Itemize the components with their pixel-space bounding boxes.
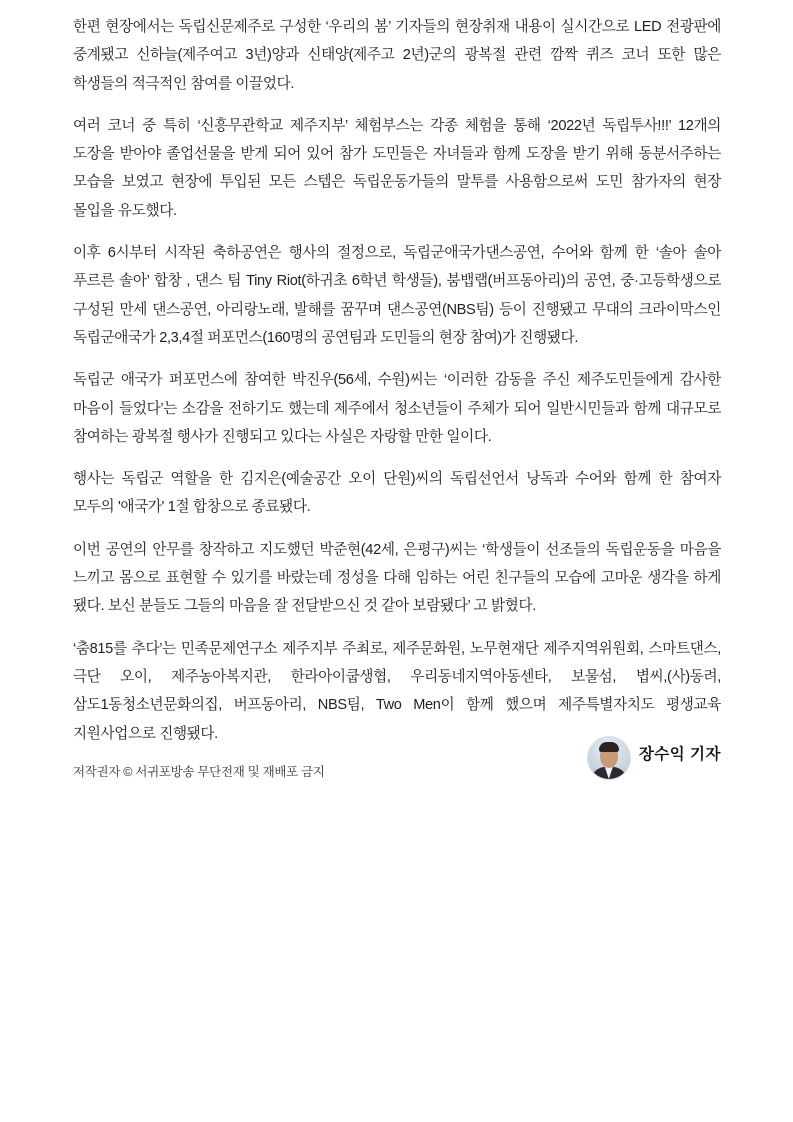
paragraph-participant-quote: 독립군 애국가 퍼포먼스에 참여한 박진우(56세, 수원)씨는 ‘이러한 감동을 주신 제주도민들에게 감사한 마음이 들었다’는 소감을 전하기도 했는데 제주에서 청소년들이 주체가 되어 일반시민들과 함께 대규모로 참여하는 광복절 행사가 진행되고 있다는 사실은 자랑할 만한 일이다. (73, 372, 721, 445)
reporter-name[interactable]: 장수익 기자 (638, 746, 721, 763)
avatar-hair (599, 742, 619, 752)
paragraph-choreographer-quote: 이번 공연의 안무를 창작하고 지도했던 박준현(42세, 은평구)씨는 ‘학생들이 선조들의 독립운동을 마음을 느끼고 몸으로 표현할 수 있기를 바랐는데 정성을 다해 임하는 어린 친구들의 모습에 고마운 생각을 하게 됐다. 보신 분들도 그들의 마음을 잘 전달받으신 것 같아 보람됐다’ 고 밝혔다. (73, 541, 721, 615)
paragraph-organizers: ‘춤815를 추다’는 민족문제연구소 제주지부 주최로, 제주문화원, 노무현재단 제주지역위원회, 스마트댄스, 극단 오이, 제주농아복지관, 한라아이쿱생협, 우리동네지역아동센타, 보물섬, 볍씨,(사)동려, 삼도1동청소년문화의집, 버프동아리, NBS팀, Two Men이 함께 했으며 제주특별자치도 평생교육 지원사업으로 진행됐다. (73, 640, 721, 742)
paragraph-celebration-performance: 이후 6시부터 시작된 축하공연은 행사의 절정으로, 독립군애국가댄스공연, 수어와 함께 한 ‘솔아 솔아 푸르른 솔아’ 합창 , 댄스 팀 Tiny Riot(하귀초 6학년 학생들), 붐뱁랩(버프동아리)의 공연, 중·고등학생으로 구성된 만세 댄스공연, 아리랑노래, 발해를 꿈꾸며 댄스공연(NBS팀) 등이 진행됐고 무대의 크라이막스인 독립군애국가 2,3,4절 퍼포먼스(160명의 공연팀과 도민들의 현장 참여)가 진행됐다. (73, 245, 721, 346)
paragraph-event-closing: 행사는 독립군 역할을 한 김지은(예술공간 오이 단원)씨의 독립선언서 낭독과 수어와 함께 한 참여자 모두의 '애국가' 1절 합창으로 종료됐다. (73, 471, 721, 516)
reporter-avatar-icon[interactable] (588, 737, 630, 779)
copyright-notice: 저작권자 © 서귀포방송 무단전재 및 재배포 금지 (73, 764, 325, 779)
paragraph-live-broadcast: 한편 현장에서는 독립신문제주로 구성한 ‘우리의 봄’ 기자들의 현장취재 내용이 실시간으로 LED 전광판에 중계됐고 신하늘(제주여고 3년)양과 신태양(제주고 2년)군의 광복절 관련 깜짝 퀴즈 코너 또한 많은 학생들의 적극적인 참여를 이끌었다. (73, 19, 721, 92)
paragraph-experience-booth: 여러 코너 중 특히 ‘신흥무관학교 제주지부’ 체험부스는 각종 체험을 통해 ‘2022년 독립투사!!!’ 12개의 도장을 받아야 졸업선물을 받게 되어 있어 참가 도민들은 자녀들과 함께 도장을 받기 위해 동분서주하는 모습을 보였고 현장에 투입된 모든 스텝은 독립운동가들의 말투를 사용함으로써 도민 참가자의 현장 몰입을 유도했다. (73, 117, 721, 219)
article-body (73, 13, 721, 782)
reporter-byline[interactable] (588, 737, 721, 779)
